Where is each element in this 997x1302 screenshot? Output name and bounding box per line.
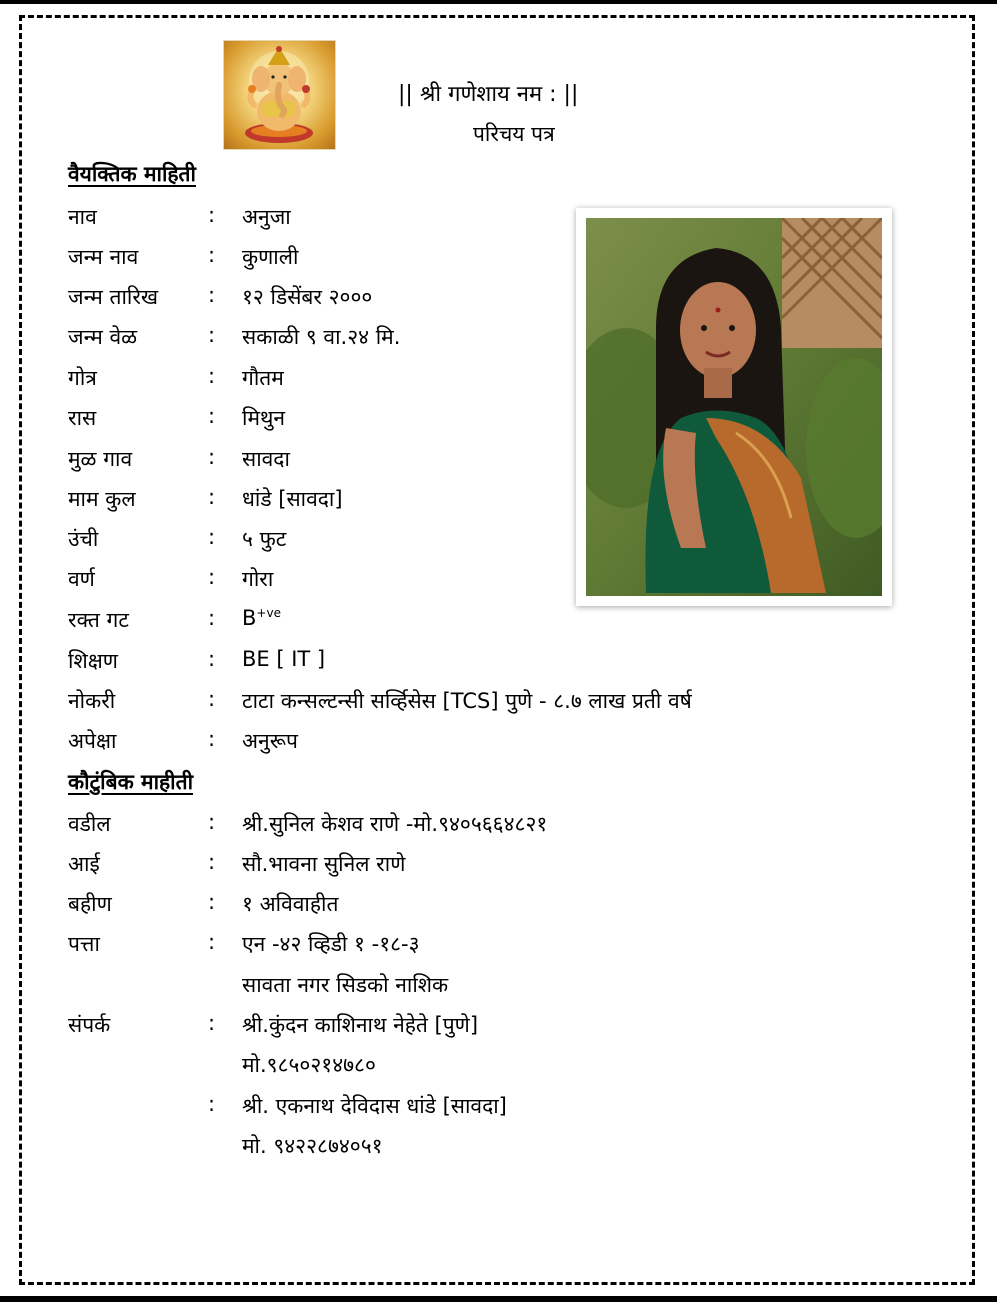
- row-label: पत्ता: [68, 932, 100, 956]
- row-label: रक्त गट: [68, 608, 129, 632]
- row-separator: :: [208, 1092, 216, 1116]
- row-value: श्री.सुनिल केशव राणे -मो.९४०५६६४८२१: [242, 812, 548, 836]
- personal-info-heading: वैयक्तिक माहिती: [68, 162, 196, 186]
- row-value: श्री. एकनाथ देविदास धांडे [सावदा]: [242, 1094, 507, 1118]
- row-separator: :: [208, 930, 216, 954]
- row-value: अनुजा: [242, 205, 291, 229]
- row-separator: :: [208, 323, 216, 347]
- row-label: नोकरी: [68, 689, 116, 713]
- row-separator: :: [208, 606, 216, 630]
- row-value: मो. ९४२२८७४०५१: [242, 1134, 383, 1158]
- row-separator: :: [208, 283, 216, 307]
- row-label: जन्म तारिख: [68, 285, 159, 309]
- row-label: गोत्र: [68, 366, 97, 390]
- row-value: [242, 606, 281, 630]
- row-label: माम कुल: [68, 487, 136, 511]
- row-value: सावता नगर सिडको नाशिक: [242, 973, 449, 997]
- row-value: BE [ IT ]: [242, 647, 326, 671]
- row-separator: :: [208, 850, 216, 874]
- row-separator: :: [208, 1011, 216, 1035]
- row-separator: :: [208, 485, 216, 509]
- row-label: अपेक्षा: [68, 729, 117, 753]
- row-value: सकाळी ९ वा.२४ मि.: [242, 325, 401, 349]
- row-value: १२ डिसेंबर २०००: [242, 285, 373, 309]
- row-separator: :: [208, 445, 216, 469]
- row-separator: :: [208, 565, 216, 589]
- row-value: टाटा कन्सल्टन्सी सर्व्हिसेस [TCS] पुणे - ८.७ लाख प्रती वर्ष: [242, 689, 692, 713]
- invocation-line: || श्री गणेशाय नम : ||: [398, 82, 579, 107]
- document-title: परिचय पत्र: [473, 122, 555, 146]
- profile-photo: [576, 208, 892, 606]
- row-separator: :: [208, 364, 216, 388]
- row-separator: :: [208, 890, 216, 914]
- row-label: शिक्षण: [68, 649, 118, 673]
- family-info-heading: कौटुंबिक माहीती: [68, 770, 194, 794]
- row-label: बहीण: [68, 892, 112, 916]
- row-label: उंची: [68, 527, 99, 551]
- row-value: एन -४२ व्हिडी १ -१८-३: [242, 932, 420, 956]
- row-separator: :: [208, 687, 216, 711]
- row-value: सावदा: [242, 447, 290, 471]
- row-value: कुणाली: [242, 245, 299, 269]
- row-value: अनुरूप: [242, 729, 298, 753]
- row-label: नाव: [68, 205, 97, 229]
- row-value: गौतम: [242, 366, 284, 390]
- row-separator: :: [208, 810, 216, 834]
- row-separator: :: [208, 243, 216, 267]
- row-value: सौ.भावना सुनिल राणे: [242, 852, 406, 876]
- row-label: जन्म नाव: [68, 245, 139, 269]
- row-value: ५ फुट: [242, 527, 287, 551]
- row-value: धांडे [सावदा]: [242, 487, 343, 511]
- row-value: मो.९८५०२१४७८०: [242, 1053, 376, 1077]
- row-label: वडील: [68, 812, 111, 836]
- row-label: आई: [68, 852, 100, 876]
- row-value: मिथुन: [242, 406, 286, 430]
- row-value: श्री.कुंदन काशिनाथ नेहेते [पुणे]: [242, 1013, 479, 1037]
- blood-group-letter: B: [242, 606, 257, 630]
- top-edge-line: [0, 0, 997, 4]
- row-label: संपर्क: [68, 1013, 111, 1037]
- row-label: मुळ गाव: [68, 447, 133, 471]
- ganesha-icon: [223, 40, 336, 150]
- row-separator: :: [208, 404, 216, 428]
- row-value: १ अविवाहीत: [242, 892, 339, 916]
- row-label: रास: [68, 406, 97, 430]
- blood-group-rh: +ve: [256, 606, 281, 620]
- row-separator: :: [208, 203, 216, 227]
- row-separator: :: [208, 727, 216, 751]
- row-separator: :: [208, 647, 216, 671]
- row-value: गोरा: [242, 567, 274, 591]
- row-separator: :: [208, 525, 216, 549]
- row-label: वर्ण: [68, 567, 95, 591]
- row-label: जन्म वेळ: [68, 325, 138, 349]
- bottom-edge-line: [0, 1296, 997, 1302]
